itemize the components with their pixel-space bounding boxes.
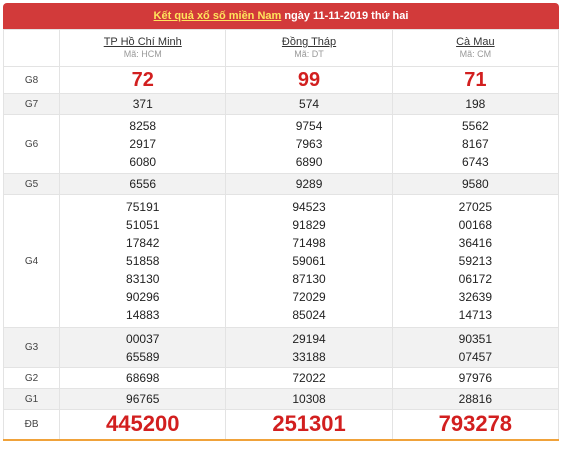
prize-number: 87130: [292, 272, 326, 286]
prize-cell: [392, 389, 558, 410]
province-code-1: Mã: HCM: [123, 49, 162, 59]
prize-cell: [392, 328, 558, 368]
prize-number: 371: [132, 97, 153, 111]
prize-cell: [392, 174, 558, 195]
province-column-2: [226, 30, 392, 67]
prize-number: 6556: [129, 177, 157, 191]
prize-number: 198: [465, 97, 486, 111]
prize-number: 574: [299, 97, 320, 111]
prize-number: 71: [464, 69, 487, 91]
prize-number: 9580: [461, 177, 489, 191]
prize-number: 2917: [129, 137, 157, 151]
prize-number: 6743: [461, 155, 489, 169]
prize-number: 10308: [292, 392, 326, 406]
prize-label: G6: [4, 115, 60, 174]
prize-number: 07457: [458, 349, 493, 364]
prize-number: 9289: [295, 177, 323, 191]
prize-cell: [392, 94, 558, 115]
prize-cell: [226, 94, 392, 115]
prize-number: 75191: [126, 200, 160, 214]
prize-cell: [60, 174, 226, 195]
prize-number: 72022: [292, 371, 326, 385]
prize-label: G2: [4, 368, 60, 389]
province-code-3: Mã: CM: [459, 49, 492, 59]
prize-cell: [226, 410, 392, 440]
prize-label: G7: [4, 94, 60, 115]
province-header-row: [4, 30, 559, 67]
prize-row: [4, 67, 559, 94]
prize-number: 17842: [126, 236, 160, 250]
prize-number: 14883: [126, 308, 160, 322]
prize-number: 8258: [129, 119, 157, 133]
prize-number: 65589: [126, 349, 160, 364]
prize-number: 29194: [292, 331, 326, 346]
province-link-2[interactable]: Đồng Tháp: [281, 36, 337, 48]
prize-number: 445200: [106, 411, 180, 437]
prize-cell: [392, 195, 558, 328]
results-table: [3, 29, 559, 441]
prize-number: 94523: [292, 200, 326, 214]
header-empty-cell: [4, 30, 60, 67]
prize-label: G1: [4, 389, 60, 410]
prize-cell: [392, 368, 558, 389]
prize-number: 06172: [458, 272, 493, 286]
results-region-link[interactable]: Kết quả xổ số miền Nam: [153, 10, 282, 22]
prize-row: [4, 389, 559, 410]
prize-cell: [226, 368, 392, 389]
prize-number: 33188: [292, 349, 326, 364]
prize-label: G5: [4, 174, 60, 195]
prize-number: 85024: [292, 308, 326, 322]
prize-number: 71498: [292, 236, 326, 250]
province-column-1: [60, 30, 226, 67]
prize-row: [4, 195, 559, 328]
prize-number: 251301: [272, 411, 346, 437]
prize-number: 00168: [458, 218, 493, 232]
prize-cell: [60, 368, 226, 389]
prize-cell: [60, 328, 226, 368]
prize-cell: [226, 67, 392, 94]
prize-cell: [60, 94, 226, 115]
prize-number: 793278: [438, 411, 513, 437]
prize-row: [4, 410, 559, 440]
prize-cell: [60, 115, 226, 174]
results-header: [3, 3, 559, 29]
province-code-2: Mã: DT: [294, 49, 324, 59]
prize-row: [4, 94, 559, 115]
prize-cell: [60, 410, 226, 440]
prize-number: 72029: [292, 290, 326, 304]
prize-number: 8167: [461, 137, 489, 151]
prize-label: G4: [4, 195, 60, 328]
prize-cell: [60, 67, 226, 94]
prize-label: G8: [4, 67, 60, 94]
province-column-3: [392, 30, 558, 67]
prize-cell: [60, 195, 226, 328]
prize-number: 7963: [295, 137, 323, 151]
prize-number: 97976: [458, 371, 493, 385]
prize-number: 90296: [126, 290, 160, 304]
prize-number: 14713: [458, 308, 493, 322]
prize-number: 96765: [126, 392, 160, 406]
prize-row: [4, 328, 559, 368]
prize-number: 6080: [129, 155, 157, 169]
prize-number: 99: [297, 69, 321, 91]
prize-cell: [226, 328, 392, 368]
prize-number: 91829: [292, 218, 326, 232]
province-link-3[interactable]: Cà Mau: [456, 36, 495, 48]
prize-row: [4, 115, 559, 174]
prize-cell: [392, 410, 558, 440]
prize-number: 27025: [458, 200, 493, 214]
prize-cell: [226, 389, 392, 410]
results-date: ngày 11-11-2019 thứ hai: [284, 10, 409, 22]
prize-cell: [392, 115, 558, 174]
prize-number: 32639: [458, 290, 493, 304]
prize-number: 59061: [292, 254, 326, 268]
prize-number: 90351: [458, 331, 493, 346]
prize-number: 00037: [126, 331, 160, 346]
lottery-results-panel: [3, 3, 559, 441]
prize-number: 83130: [126, 272, 160, 286]
prize-cell: [226, 195, 392, 328]
prize-cell: [60, 389, 226, 410]
prize-number: 5562: [461, 119, 489, 133]
prize-number: 28816: [458, 392, 493, 406]
prize-row: [4, 174, 559, 195]
prize-number: 36416: [458, 236, 493, 250]
prize-number: 9754: [295, 119, 323, 133]
prize-row: [4, 368, 559, 389]
prize-cell: [392, 67, 558, 94]
prize-number: 72: [131, 69, 154, 91]
prize-label: G3: [4, 328, 60, 368]
prize-number: 68698: [126, 371, 160, 385]
prize-cell: [226, 174, 392, 195]
prize-number: 6890: [295, 155, 323, 169]
prize-number: 51051: [126, 218, 160, 232]
prize-cell: [226, 115, 392, 174]
prize-number: 59213: [458, 254, 493, 268]
prize-number: 51858: [126, 254, 160, 268]
province-link-1[interactable]: TP Hồ Chí Minh: [103, 36, 182, 48]
prize-label: ĐB: [4, 410, 60, 440]
